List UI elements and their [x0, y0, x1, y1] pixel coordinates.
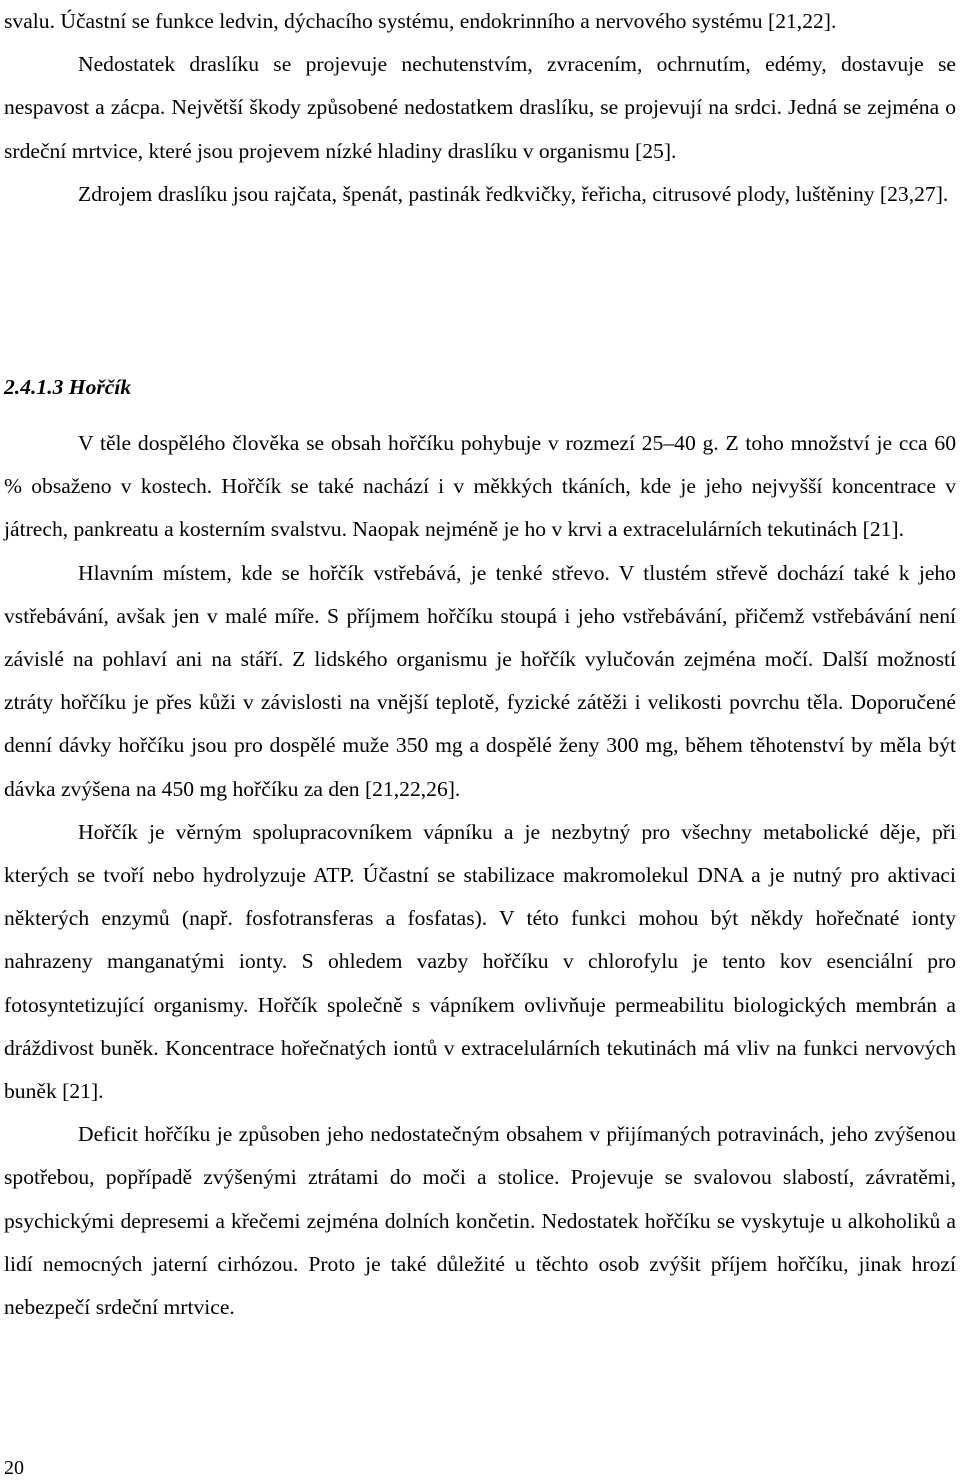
section-top-text [4, 0, 956, 216]
paragraph-magnesium-function: Hořčík je věrným spolupracovníkem vápníku a je nezbytný pro všechny metabolické děje, při kterých se tvoří nebo hydrolyzuje ATP. Účastní se stabilizace makromolekul DNA a je nutný pro aktivaci některých enzymů (např. fosfotransferas a fosfatas). V této funkci mohou být někdy hořečnaté ionty nahrazeny manganatými ionty. S ohledem vazby hořčíku v chlorofylu je tento kov esenciální pro fotosyntetizující organismy. Hořčík společně s vápníkem ovlivňuje permeabilitu biologických membrán a dráždivost buněk. Koncentrace hořečnatých iontů v extracelulárních tekutinách má vliv na funkci nervových buněk [21]. [4, 819, 956, 1104]
section-main-text [4, 422, 956, 1329]
page-number: 20 [4, 1457, 24, 1479]
paragraph-potassium-sources: Zdrojem draslíku jsou rajčata, špenát, pastinák ředkvičky, řeřicha, citrusové plody, luštěniny [23,27]. [78, 181, 949, 206]
paragraph-continuation: svalu. Účastní se funkce ledvin, dýchacího systému, endokrinního a nervového systému [21,22]. [4, 9, 837, 33]
paragraph-magnesium-deficit: Deficit hořčíku je způsoben jeho nedostatečným obsahem v přijímaných potravinách, jeho zvýšenou spotřebou, popřípadě zvýšenými ztrátami do moči a stolice. Projevuje se svalovou slabostí, závratěmi, psychickými depresemi a křečemi zejména dolních končetin. Nedostatek hořčíku se vyskytuje u alkoholiků a lidí nemocných jaterní cirhózou. Proto je také důležité u těchto osob zvýšit příjem hořčíku, jinak hrozí nebezpečí srdeční mrtvice. [4, 1122, 956, 1320]
paragraph-magnesium-content: V těle dospělého člověka se obsah hořčíku pohybuje v rozmezí 25–40 g. Z toho množství je cca 60 % obsaženo v kostech. Hořčík se také nachází i v měkkých tkáních, kde je jeho nejvyšší koncentrace v játrech, pankreatu a kosterním svalstvu. Naopak nejméně je ho v krvi a extracelulárních tekutinách [21]. [4, 431, 956, 542]
paragraph-magnesium-absorption: Hlavním místem, kde se hořčík vstřebává, je tenké střevo. V tlustém střevě dochází také k jeho vstřebávání, avšak jen v malé míře. S příjmem hořčíku stoupá i jeho vstřebávání, přičemž vstřebávání není závislé na pohlaví ani na stáří. Z lidského organismu je hořčík vylučován zejména močí. Další možností ztráty hořčíku je přes kůži v závislosti na vnější teplotě, fyzické zátěži i velikosti povrchu těla. Doporučené denní dávky hořčíku jsou pro dospělé muže 350 mg a dospělé ženy 300 mg, během těhotenství by měla být dávka zvýšena na 450 mg hořčíku za den [21,22,26]. [4, 560, 956, 801]
section-heading: 2.4.1.3 Hořčík [4, 375, 132, 399]
paragraph-potassium-deficiency: Nedostatek draslíku se projevuje nechutenstvím, zvracením, ochrnutím, edémy, dostavuje se nespavost a zácpa. Největší škody způsobené nedostatkem draslíku, se projevují na srdci. Jedná se zejména o srdeční mrtvice, které jsou projevem nízké hladiny draslíku v organismu [25]. [4, 52, 956, 163]
